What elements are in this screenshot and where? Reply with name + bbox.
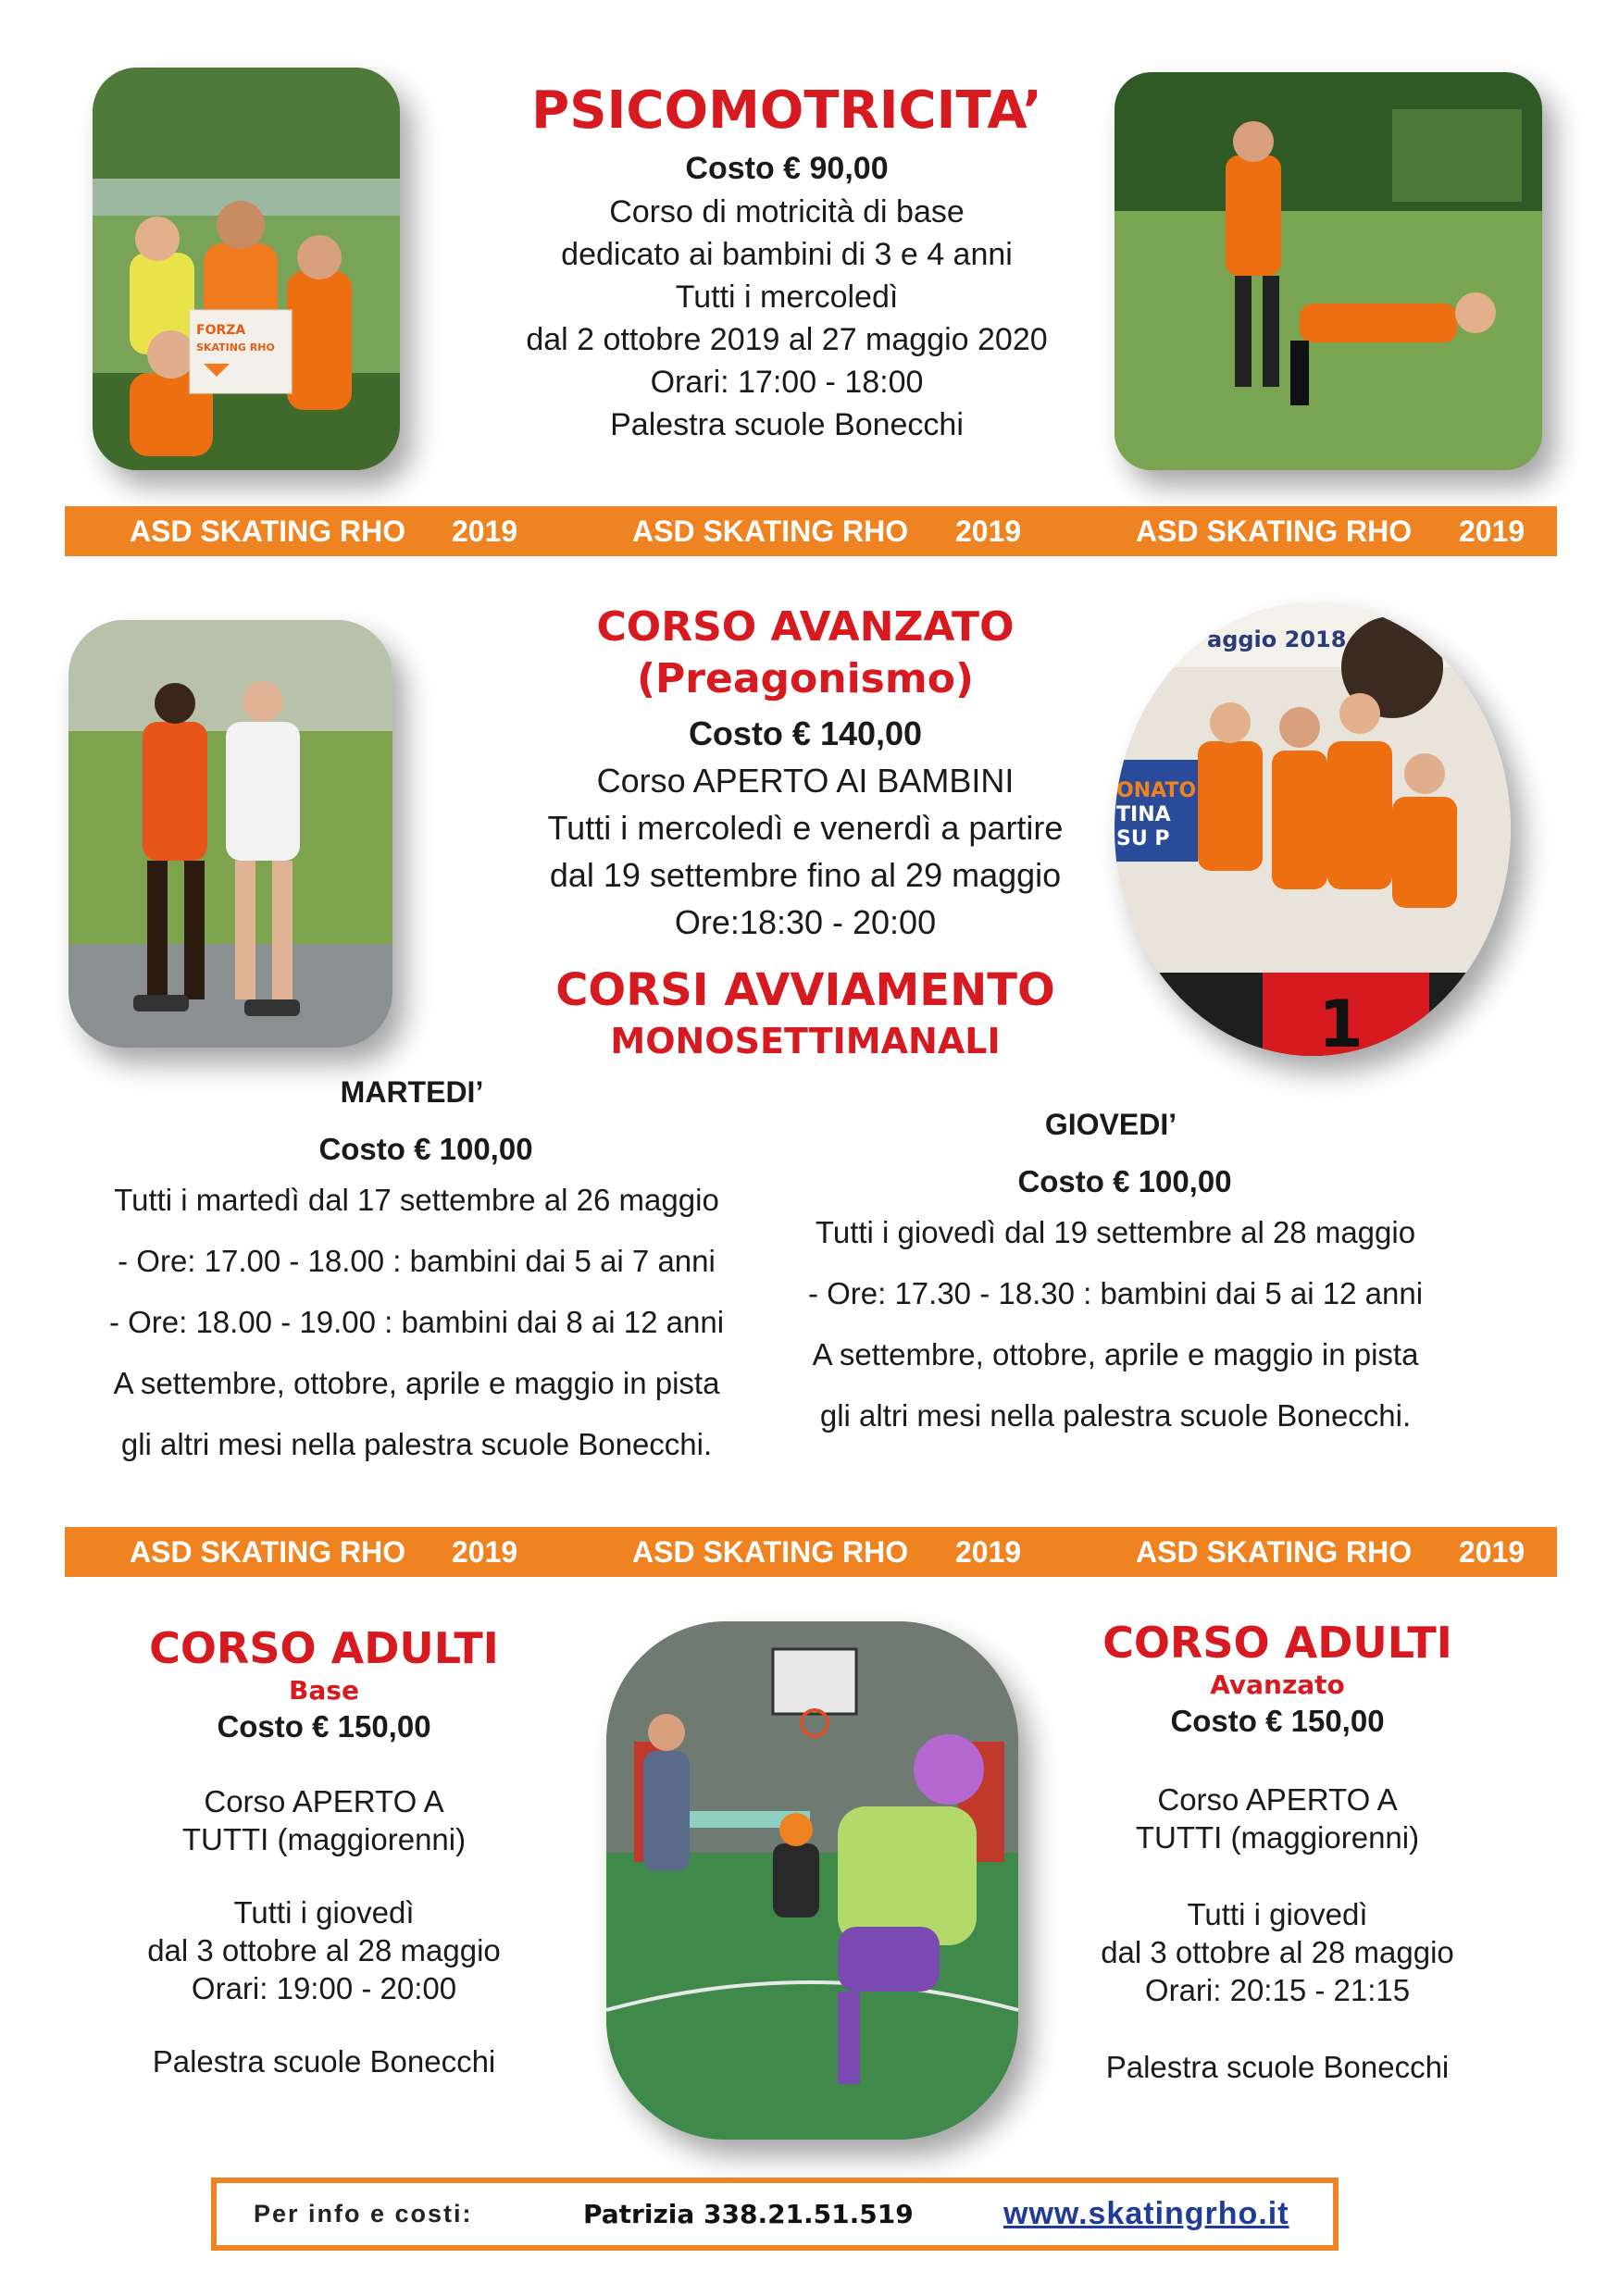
adult-advanced-open: Corso APERTO A [1157,1782,1398,1817]
adult-advanced-schedule: dal 3 ottobre al 28 maggio [1101,1935,1454,1969]
corsi-avviamento-subtitle: MONOSETTIMANALI [610,1021,1001,1061]
adult-base-schedule: Orari: 19:00 - 20:00 [191,1971,457,2005]
corsi-avviamento-title: CORSI AVVIAMENTO [555,964,1055,1016]
footer-contact-box [211,2178,1339,2251]
adult-base-title: CORSO ADULTI [149,1623,499,1673]
banner-club-name: ASD SKATING RHO [1136,1535,1413,1569]
corso-avanzato-block [435,602,1176,946]
psicomotricita-line: dedicato ai bambini di 3 e 4 anni [561,237,1013,272]
adult-base-place: Palestra scuole Bonecchi [152,2044,496,2079]
photo-kids-with-sign [93,68,400,470]
adult-advanced-level: Avanzato [1210,1669,1345,1700]
banner-year: 2019 [955,515,1022,548]
thursday-line: A settembre, ottobre, aprile e maggio in pista [812,1337,1419,1371]
footer-contact: Patrizia 338.21.51.519 [583,2199,914,2229]
adult-base-cost: Costo € 150,00 [217,1709,431,1744]
corso-avanzato-line: Tutti i mercoledì e venerdì a partire [547,809,1064,847]
adult-advanced-schedule: Tutti i giovedì [1187,1897,1368,1931]
tuesday-line: Tutti i martedì dal 17 settembre al 26 maggio [114,1183,719,1217]
photo-skaters-on-track [68,620,392,1048]
psicomotricita-line: Corso di motricità di base [609,194,965,230]
adult-base-schedule: Tutti i giovedì [233,1895,415,1930]
tuesday-line: gli altri mesi nella palestra scuole Bonecchi. [120,1427,713,1461]
banner-club-name: ASD SKATING RHO [130,515,406,548]
psicomotricita-block [454,81,1120,446]
adult-advanced-cost: Costo € 150,00 [1170,1704,1385,1738]
adult-base-open: TUTTI (maggiorenni) [181,1822,467,1856]
banner-year: 2019 [955,1535,1022,1569]
psicomotricita-title: PSICOMOTRICITA’ [531,81,1042,141]
podium-rank: 1 [1318,987,1364,1056]
banner-club-name: ASD SKATING RHO [632,1535,909,1569]
club-banner [65,506,1557,556]
banner-club-name: ASD SKATING RHO [632,515,909,548]
corso-avanzato-title: CORSO AVANZATO (Preagonismo) [596,603,1015,702]
website-link[interactable]: www.skatingrho.it [1003,2196,1289,2231]
adult-base-open: Corso APERTO A [204,1784,444,1818]
corso-avanzato-line: Ore:18:30 - 20:00 [674,903,937,941]
adult-base-course [83,1621,565,2080]
banner-year: 2019 [1459,515,1526,548]
thursday-cost: Costo € 100,00 [1017,1164,1232,1198]
corsi-avviamento-heading [435,962,1176,1064]
thursday-course [807,1106,1500,1446]
tuesday-line: A settembre, ottobre, aprile e maggio in pista [113,1366,720,1400]
corso-avanzato-cost: Costo € 140,00 [688,714,923,752]
podium-side-text: SU P [1116,827,1170,850]
adult-base-schedule: dal 3 ottobre al 28 maggio [147,1933,501,1967]
thursday-line: gli altri mesi nella palestra scuole Bonecchi. [819,1398,1412,1433]
psicomotricita-line: dal 2 ottobre 2019 al 27 maggio 2020 [526,322,1048,357]
adult-advanced-open: TUTTI (maggiorenni) [1135,1820,1420,1855]
tuesday-course [108,1074,778,1475]
banner-year: 2019 [452,515,518,548]
psicomotricita-line: Tutti i mercoledì [675,279,899,315]
adult-advanced-place: Palestra scuole Bonecchi [1105,2050,1450,2084]
tuesday-line: - Ore: 18.00 - 19.00 : bambini dai 8 ai 12 anni [108,1305,725,1339]
adult-advanced-title: CORSO ADULTI [1102,1618,1452,1668]
podium-side-text: ONATO [1116,779,1197,802]
corso-avanzato-line: dal 19 settembre fino al 29 maggio [549,856,1062,894]
tuesday-line: - Ore: 17.00 - 18.00 : bambini dai 5 ai 7 anni [118,1244,716,1278]
podium-side-text: TINA [1116,803,1171,826]
footer-info-label: Per info e costi: [254,2200,473,2228]
thursday-line: - Ore: 17.30 - 18.30 : bambini dai 5 ai 12 anni [807,1276,1424,1310]
club-banner [65,1527,1557,1577]
banner-year: 2019 [452,1535,518,1569]
banner-club-name: ASD SKATING RHO [130,1535,406,1569]
sign-line-2: SKATING RHO [196,341,275,354]
psicomotricita-cost: Costo € 90,00 [685,151,889,186]
psicomotricita-line: Palestra scuole Bonecchi [610,407,964,442]
tuesday-cost: Costo € 100,00 [318,1132,533,1166]
thursday-line: Tutti i giovedì dal 19 settembre al 28 maggio [815,1215,1416,1249]
photo-adults-gym [606,1621,1018,2140]
corso-avanzato-line: Corso APERTO AI BAMBINI [596,762,1015,800]
banner-club-name: ASD SKATING RHO [1136,515,1413,548]
thursday-day: GIOVEDI’ [1044,1108,1177,1141]
podium-banner-text: aggio 2018 [1207,627,1347,652]
psicomotricita-line: Orari: 17:00 - 18:00 [650,365,924,400]
photo-kids-on-grass [1115,72,1542,470]
tuesday-day: MARTEDI’ [340,1075,484,1109]
adult-advanced-schedule: Orari: 20:15 - 21:15 [1144,1973,1411,2007]
adult-advanced-course [1037,1616,1518,2086]
banner-year: 2019 [1459,1535,1526,1569]
sign-line-1: FORZA [196,323,246,338]
adult-base-level: Base [289,1675,359,1706]
